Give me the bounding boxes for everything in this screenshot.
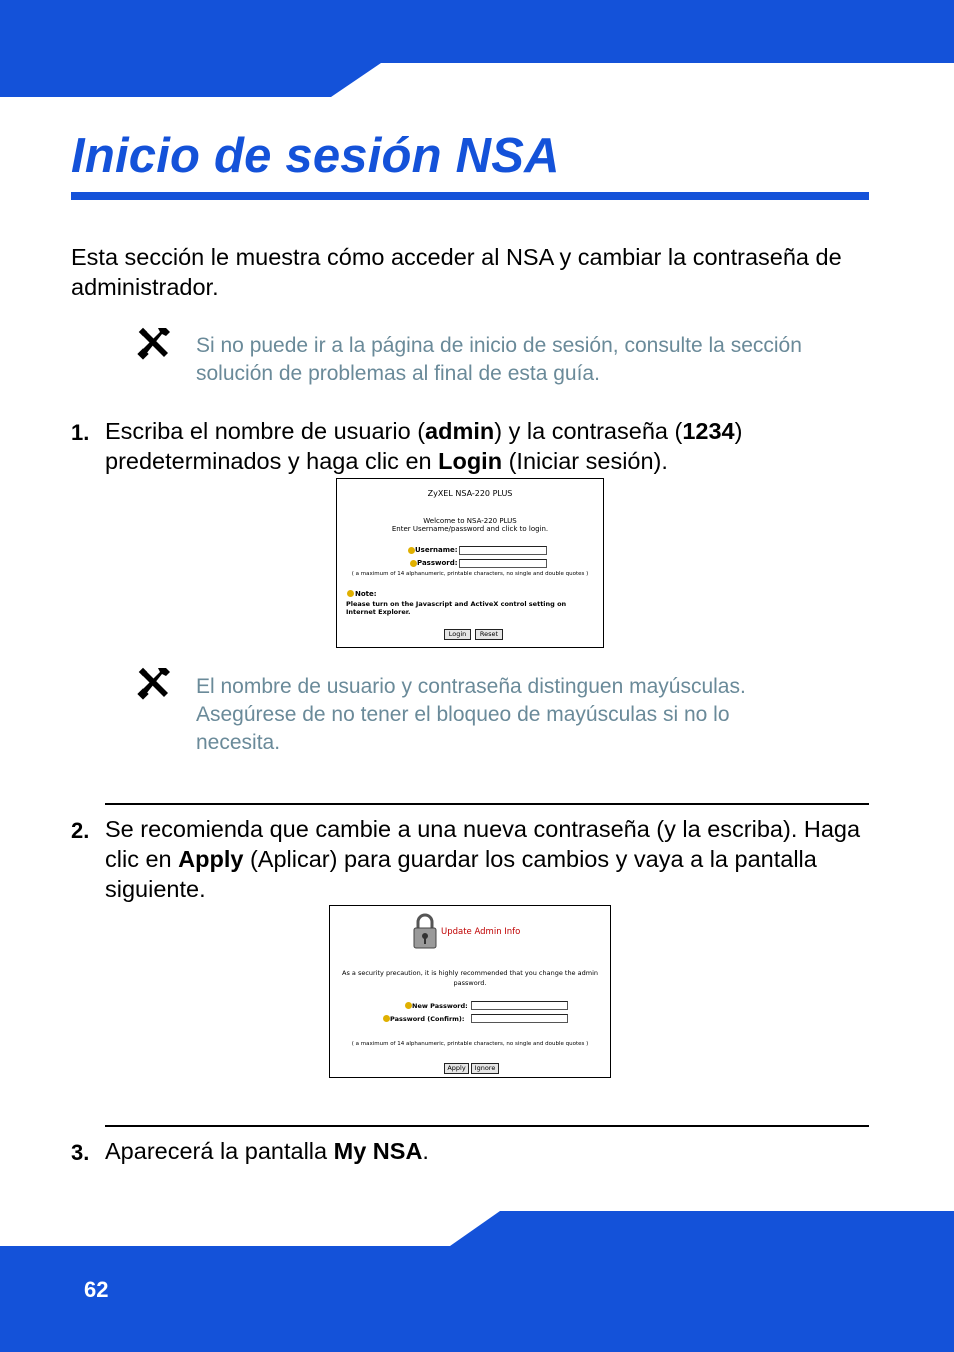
login-button[interactable]: Login [444, 629, 471, 640]
footer-band [0, 1210, 954, 1352]
page-number: 62 [84, 1277, 109, 1302]
note-line: Please turn on the Javascript and ActiveX control setting on [346, 600, 567, 608]
step-number: 3. [71, 1140, 90, 1165]
tools-icon [136, 326, 174, 360]
product-name: ZyXEL NSA-220 PLUS [427, 489, 513, 498]
new-password-input[interactable] [471, 1001, 568, 1010]
intro-paragraph: Esta sección le muestra cómo acceder al NSA y cambiar la contraseña de administrador. [71, 244, 842, 300]
step-number: 1. [71, 420, 90, 445]
password-hint: ( a maximum of 14 alphanumeric, printable characters, no single and double quotes ) [351, 1041, 589, 1047]
admin-heading: Update Admin Info [441, 927, 521, 937]
step-1-text: Escriba el nombre de usuario (admin) y la contraseña (1234) predeterminados y haga clic en Login (Iniciar sesión). [105, 418, 743, 474]
section-divider [105, 803, 869, 805]
reset-button[interactable]: Reset [475, 629, 503, 640]
padlock-icon [410, 912, 440, 952]
step-number: 2. [71, 818, 90, 843]
note-text: Si no puede ir a la página de inicio de sesión, consulte la sección solución de problemas al final de esta guía. [196, 334, 802, 385]
key-icon [405, 1002, 412, 1009]
security-text: As a security precaution, it is highly recommended that you change the admin [342, 969, 598, 977]
note-icon [347, 590, 354, 597]
user-icon [408, 547, 415, 554]
note-line: Internet Explorer. [346, 608, 411, 616]
username-label: Username: [415, 546, 458, 554]
section-divider [105, 1125, 869, 1127]
note-label: Note: [355, 590, 377, 598]
apply-button[interactable]: Apply [444, 1063, 469, 1074]
step-2-text: Se recomienda que cambie a una nueva contraseña (y la escriba). Haga clic en Apply (Aplicar) para guardar los cambios y vaya a la pantalla siguiente. [105, 816, 861, 902]
password-label: Password: [417, 559, 458, 567]
key-icon [383, 1015, 390, 1022]
note-text: El nombre de usuario y contraseña distinguen mayúsculas. Asegúrese de no tener el bloqueo de mayúsculas si no lo necesita. [196, 675, 746, 754]
confirm-password-input[interactable] [471, 1014, 568, 1023]
new-password-label: New Password: [412, 1002, 468, 1010]
login-screenshot [336, 478, 604, 648]
password-input[interactable] [459, 559, 547, 568]
title-underline [71, 192, 869, 200]
step-3-text: Aparecerá la pantalla My NSA. [105, 1138, 429, 1164]
header-band [0, 0, 954, 98]
ignore-button[interactable]: Ignore [471, 1063, 499, 1074]
page-title: Inicio de sesión NSA [71, 129, 560, 183]
welcome-text: Welcome to NSA-220 PLUS [423, 517, 517, 525]
key-icon [410, 560, 417, 567]
login-instruction: Enter Username/password and click to login. [391, 525, 549, 533]
password-hint: ( a maximum of 14 alphanumeric, printable characters, no single and double quotes ) [351, 571, 589, 577]
update-admin-screenshot [329, 905, 611, 1078]
security-text: password. [453, 979, 487, 987]
tools-icon [136, 666, 174, 700]
username-input[interactable] [459, 546, 547, 555]
confirm-password-label: Password (Confirm): [390, 1015, 465, 1023]
